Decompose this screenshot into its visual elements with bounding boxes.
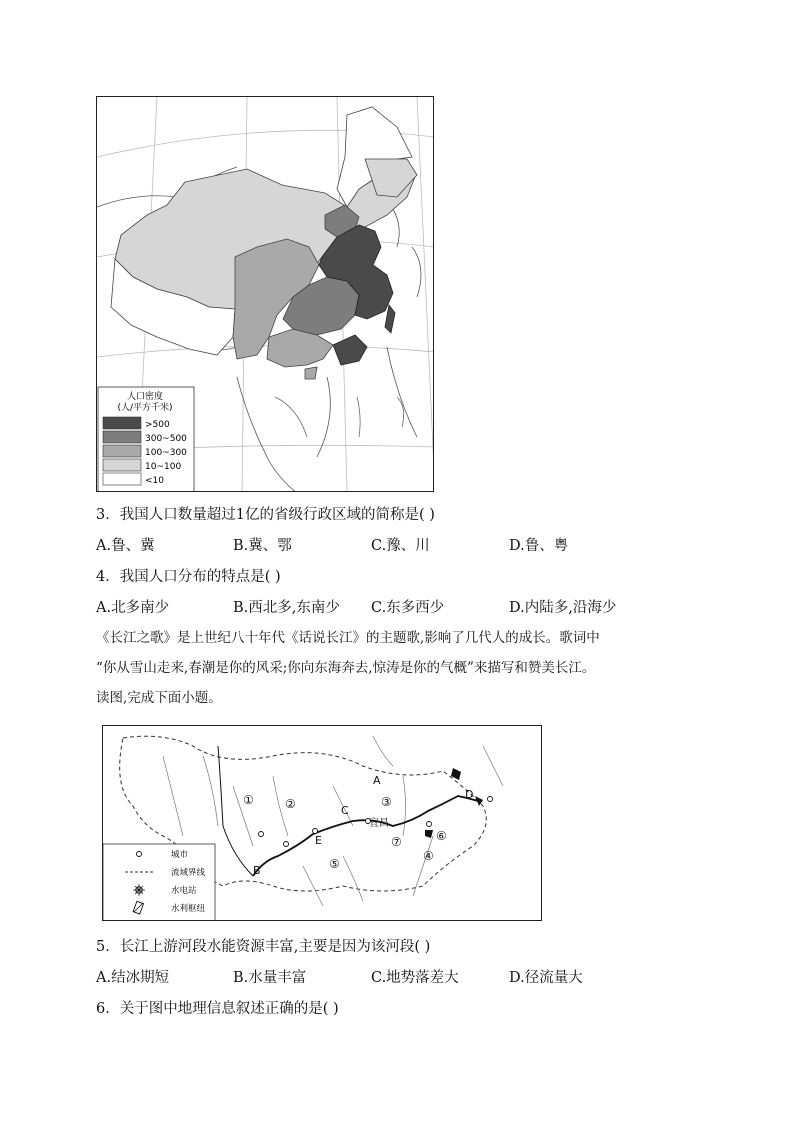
circled-7: ⑦ — [391, 835, 402, 849]
population-legend — [98, 387, 194, 492]
circled-4: ④ — [423, 849, 434, 863]
population-map-svg — [97, 97, 434, 492]
legend-unit: (人/平方千米) — [117, 403, 173, 413]
legend-hydropower-label: 水电站 — [171, 886, 197, 896]
q5-option-b[interactable]: B.水量丰富 — [233, 970, 307, 986]
label-c: C — [341, 804, 349, 817]
q5-option-d[interactable]: D.径流量大 — [509, 970, 583, 986]
q4-option-d[interactable]: D.内陆多,沿海少 — [509, 600, 617, 616]
passage-line-2: “你从雪山走来,春潮是你的风采;你向东海奔去,惊涛是你的气概”来描写和赞美长江。 — [96, 660, 596, 676]
label-a: A — [373, 774, 381, 787]
legend-water-project-label: 水利枢纽 — [171, 904, 206, 914]
circled-3: ③ — [381, 795, 392, 809]
q5-option-c[interactable]: C.地势落差大 — [371, 970, 459, 986]
passage-line-1: 《长江之歌》是上世纪八十年代《话说长江》的主题歌,影响了几代人的成长。歌词中 — [96, 630, 600, 646]
legend-item-label: 100~300 — [145, 448, 187, 458]
circled-1: ① — [243, 793, 254, 807]
legend-city-label: 城市 — [171, 850, 189, 860]
river-legend — [103, 844, 215, 921]
legend-item-label: <10 — [145, 476, 164, 486]
city-icon — [137, 852, 142, 857]
question-4-stem: 4．我国人口分布的特点是( ) — [96, 569, 281, 585]
yangtze-river-map — [102, 725, 542, 921]
legend-boundary-label: 流域界线 — [171, 868, 206, 878]
yangtze-map-svg — [103, 726, 542, 921]
circled-5: ⑤ — [329, 857, 340, 871]
label-e: E — [315, 834, 322, 847]
circled-2: ② — [285, 797, 296, 811]
q4-option-a[interactable]: A.北多南少 — [96, 600, 170, 616]
q3-option-a[interactable]: A.鲁、冀 — [96, 538, 155, 554]
question-5-stem: 5．长江上游河段水能资源丰富,主要是因为该河段( ) — [96, 939, 431, 955]
question-6-stem: 6．关于图中地理信息叙述正确的是( ) — [96, 1001, 339, 1017]
passage-line-3: 读图,完成下面小题。 — [96, 690, 222, 706]
label-d: D — [465, 788, 474, 801]
q4-option-b[interactable]: B.西北多,东南少 — [233, 600, 340, 616]
label-yichang: 宜昌 — [369, 818, 389, 829]
population-density-map — [96, 96, 434, 492]
q4-option-c[interactable]: C.东多西少 — [371, 600, 445, 616]
legend-item-label: 300~500 — [145, 434, 187, 444]
q3-option-b[interactable]: B.冀、鄂 — [233, 538, 292, 554]
q5-option-a[interactable]: A.结冰期短 — [96, 970, 170, 986]
legend-title: 人口密度 — [126, 392, 164, 402]
legend-item-label: 10~100 — [145, 462, 182, 472]
question-3-stem: 3．我国人口数量超过1亿的省级行政区域的简称是( ) — [96, 507, 435, 523]
q3-option-d[interactable]: D.鲁、粤 — [509, 538, 569, 554]
circled-6: ⑥ — [436, 829, 447, 843]
label-b: B — [253, 864, 261, 877]
legend-item-label: >500 — [145, 420, 170, 430]
q3-option-c[interactable]: C.豫、川 — [371, 538, 430, 554]
